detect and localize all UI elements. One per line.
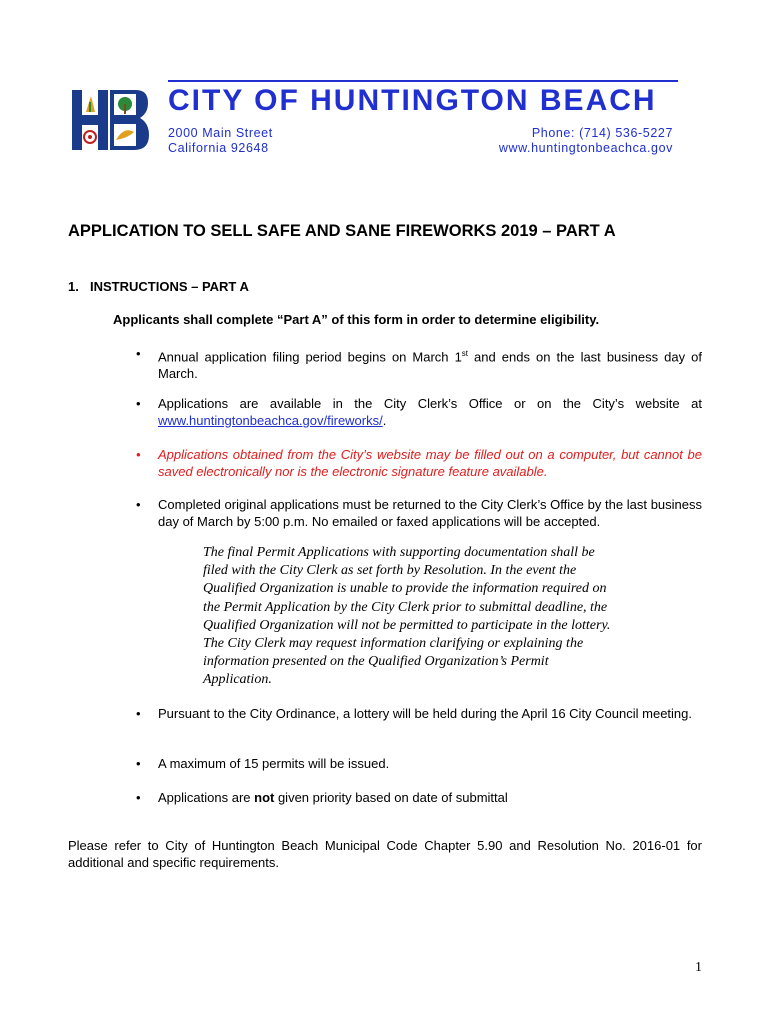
bullet-icon: • — [136, 497, 141, 512]
hb-city-logo-icon — [70, 88, 150, 152]
list-item — [136, 345, 702, 382]
bullet-icon: • — [136, 756, 141, 771]
code-reference: Please refer to City of Huntington Beach Municipal Code Chapter 5.90 and Resolution No. 2016-01 for additional and specific requirements. — [68, 838, 702, 870]
instructions-lead: Applicants shall complete “Part A” of this form in order to determine eligibility. — [113, 312, 600, 327]
list-item — [136, 496, 702, 530]
phone-number: Phone: (714) 536-5227 — [531, 126, 673, 140]
bullet-text: and ends on the last business day of March. — [158, 349, 702, 382]
city-title: CITY OF HUNTINGTON BEACH — [168, 84, 657, 117]
fireworks-page-link[interactable]: www.huntingtonbeachca.gov/fireworks/ — [158, 413, 383, 428]
bullet-text: Pursuant to the City Ordinance, a lottery will be held during the April 16 City Council meeting. — [158, 706, 692, 721]
list-item — [136, 755, 702, 772]
website-link[interactable]: www.huntingtonbeachca.gov — [498, 141, 673, 155]
list-item — [136, 395, 702, 429]
bullet-text: Completed original applications must be returned to the City Clerk’s Office by the last business day of March by 5:00 p.m. No emailed or faxed applications will be accepted. — [158, 497, 702, 529]
address-state-zip: California 92648 — [168, 141, 269, 155]
list-item — [136, 705, 702, 722]
city-contact — [499, 126, 673, 156]
warning-text: Applications obtained from the City’s website may be filled out on a computer, but cannot be saved electronically nor is the electronic signature feature available. — [158, 447, 702, 479]
section-heading — [68, 279, 249, 294]
page-number: 1 — [695, 960, 702, 975]
bullet-icon: • — [136, 447, 141, 462]
ordinal-suffix: st — [461, 349, 469, 358]
section-heading-text: INSTRUCTIONS – PART A — [90, 279, 249, 294]
bullet-icon: • — [136, 396, 141, 411]
address-street: 2000 Main Street — [168, 126, 273, 140]
resolution-quote: The final Permit Applications with supporting documentation shall be filed with the City Clerk as set forth by Resolution. In the event the Qualified Organization is unable to provide the information required on the Permit Application by the City Clerk prior to submittal deadline, the Qualified Organization will not be permitted to participate in the lottery. The City Clerk may request information clarifying or explaining the information presented on the Qualified Organization’s Permit Application. — [203, 545, 611, 688]
emphasis-not: not — [254, 790, 275, 805]
bullet-text: Applications are available in the City Clerk’s Office or on the City’s website at — [158, 396, 702, 411]
list-item — [136, 789, 702, 806]
bullet-text: Applications are — [158, 790, 255, 805]
header-rule — [168, 80, 678, 82]
bullet-icon: • — [136, 790, 141, 805]
bullet-text: . — [382, 413, 387, 428]
bullet-text: given priority based on date of submittal — [274, 790, 508, 805]
list-item — [136, 446, 702, 480]
bullet-text: Annual application filing period begins on March 1 — [158, 349, 462, 365]
document-title: APPLICATION TO SELL SAFE AND SANE FIREWORKS 2019 – PART A — [68, 222, 616, 240]
city-address — [168, 126, 273, 156]
bullet-icon: • — [136, 346, 141, 361]
bullet-icon: • — [136, 706, 141, 721]
section-number: 1. — [68, 279, 79, 294]
bullet-text: A maximum of 15 permits will be issued. — [158, 756, 390, 771]
